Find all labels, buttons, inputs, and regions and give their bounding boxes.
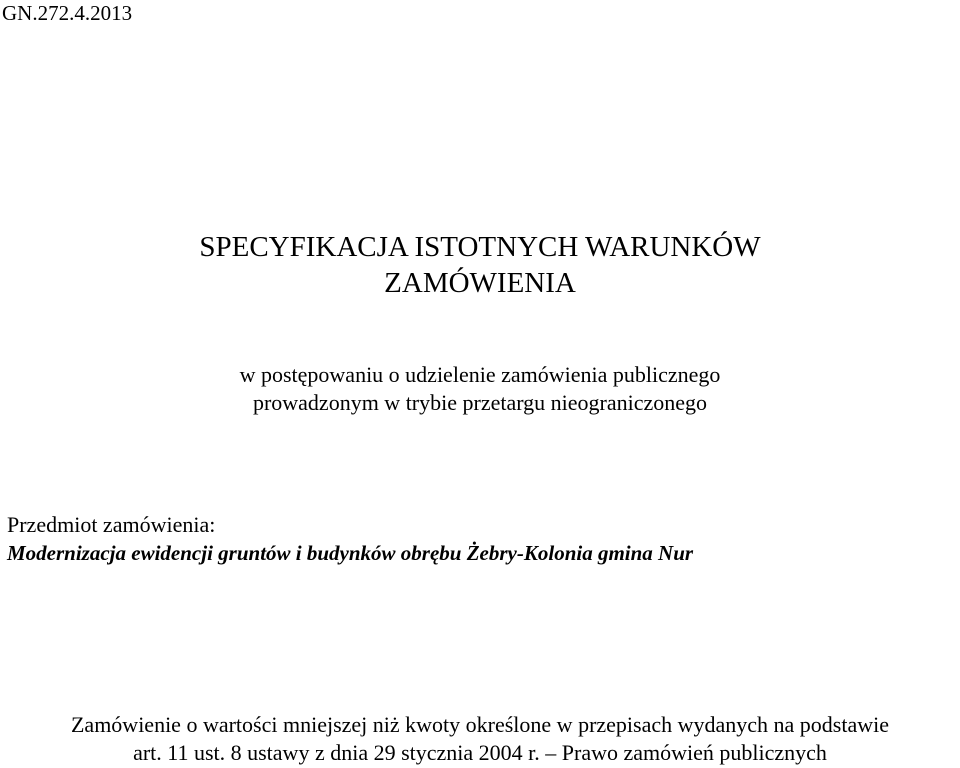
document-title-line-2: ZAMÓWIENIA bbox=[384, 267, 576, 299]
subject-label: Przedmiot zamówienia: bbox=[7, 512, 216, 537]
procedure-description bbox=[0, 361, 960, 417]
subject-section bbox=[7, 510, 693, 568]
document-title bbox=[0, 229, 960, 301]
document-title-line-1: SPECYFIKACJA ISTOTNYCH WARUNKÓW bbox=[199, 231, 761, 263]
subject-title: Modernizacja ewidencji gruntów i budynków obrębu Żebry-Kolonia gmina Nur bbox=[7, 541, 694, 565]
value-note-line-1: Zamówienie o wartości mniejszej niż kwoty określone w przepisach wydanych na podstawie bbox=[70, 712, 890, 737]
reference-number: GN.272.4.2013 bbox=[2, 1, 133, 25]
value-note-line-2: art. 11 ust. 8 ustawy z dnia 29 stycznia 2004 r. – Prawo zamówień publicznych bbox=[133, 740, 827, 765]
value-note bbox=[0, 711, 960, 767]
procedure-line-2: prowadzonym w trybie przetargu nieograniczonego bbox=[252, 390, 708, 415]
procedure-line-1: w postępowaniu o udzielenie zamówienia publicznego bbox=[239, 362, 721, 387]
